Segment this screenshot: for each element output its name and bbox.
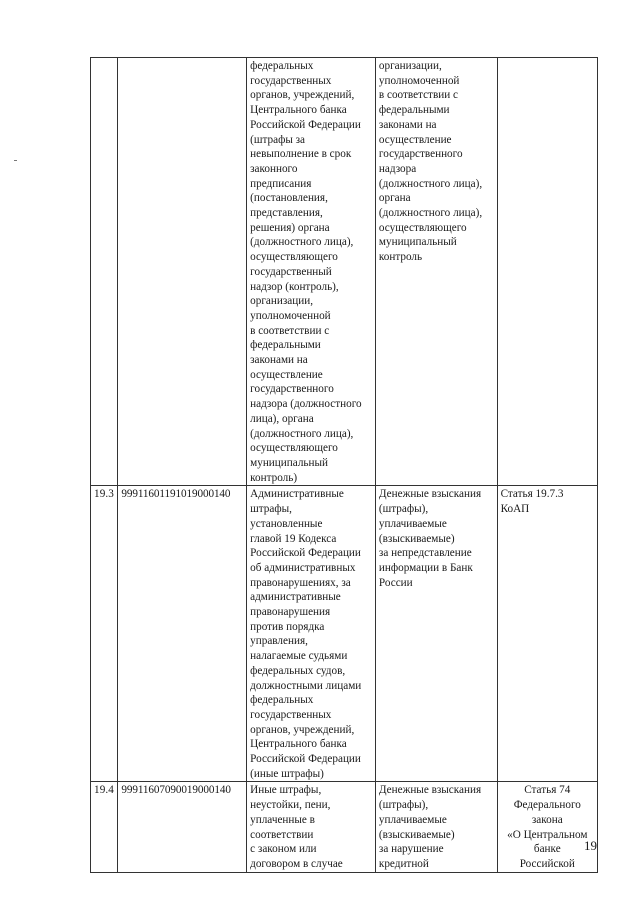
page-number: 19 bbox=[584, 838, 597, 853]
table-row bbox=[91, 486, 598, 782]
row-number bbox=[91, 58, 118, 486]
document-table bbox=[90, 57, 598, 873]
code-description: федеральных государственных органов, учреждений, Центрального банка Российской Федерации (штрафы за невыполнение в срок законного предписания (постановления, представления, решения) органа (должностного лица), осуществляющего государственный надзор (контроль), организации, уполномоченной в соответствии с федеральными законами на осуществление государственного надзора (должностного лица), органа (должностного лица), осуществляющего муниципальный контроль) bbox=[247, 58, 376, 486]
legal-basis: Статья 19.7.3 КоАП bbox=[497, 486, 597, 782]
budget-code bbox=[118, 58, 247, 486]
budget-code: 99911601191019000140 bbox=[118, 486, 247, 782]
code-description: Иные штрафы, неустойки, пени, уплаченные в соответствии с законом или договором в случае bbox=[247, 782, 376, 872]
budget-code: 99911607090019000140 bbox=[118, 782, 247, 872]
revenue-name: организации, уполномоченной в соответствии с федеральными законами на осуществление государственного надзора (должностного лица), органа (должностного лица), осуществляющего муниципальный контроль bbox=[375, 58, 497, 486]
table-row bbox=[91, 782, 598, 872]
code-description: Административные штрафы, установленные главой 19 Кодекса Российской Федерации об административных правонарушениях, за административные правонарушения против порядка управления, налагаемые судьями федеральных судов, должностными лицами федеральных государственных органов, учреждений, Центрального банка Российской Федерации (иные штрафы) bbox=[247, 486, 376, 782]
revenue-name: Денежные взыскания (штрафы), уплачиваемые (взыскиваемые) за непредставление информации в Банк России bbox=[375, 486, 497, 782]
legal-basis: Статья 74 Федерального закона «О Центральном банке Российской bbox=[497, 782, 597, 872]
scan-artifact bbox=[14, 160, 17, 161]
revenue-name: Денежные взыскания (штрафы), уплачиваемые (взыскиваемые) за нарушение кредитной bbox=[375, 782, 497, 872]
row-number: 19.3 bbox=[91, 486, 118, 782]
table-row bbox=[91, 58, 598, 486]
legal-basis bbox=[497, 58, 597, 486]
row-number: 19.4 bbox=[91, 782, 118, 872]
